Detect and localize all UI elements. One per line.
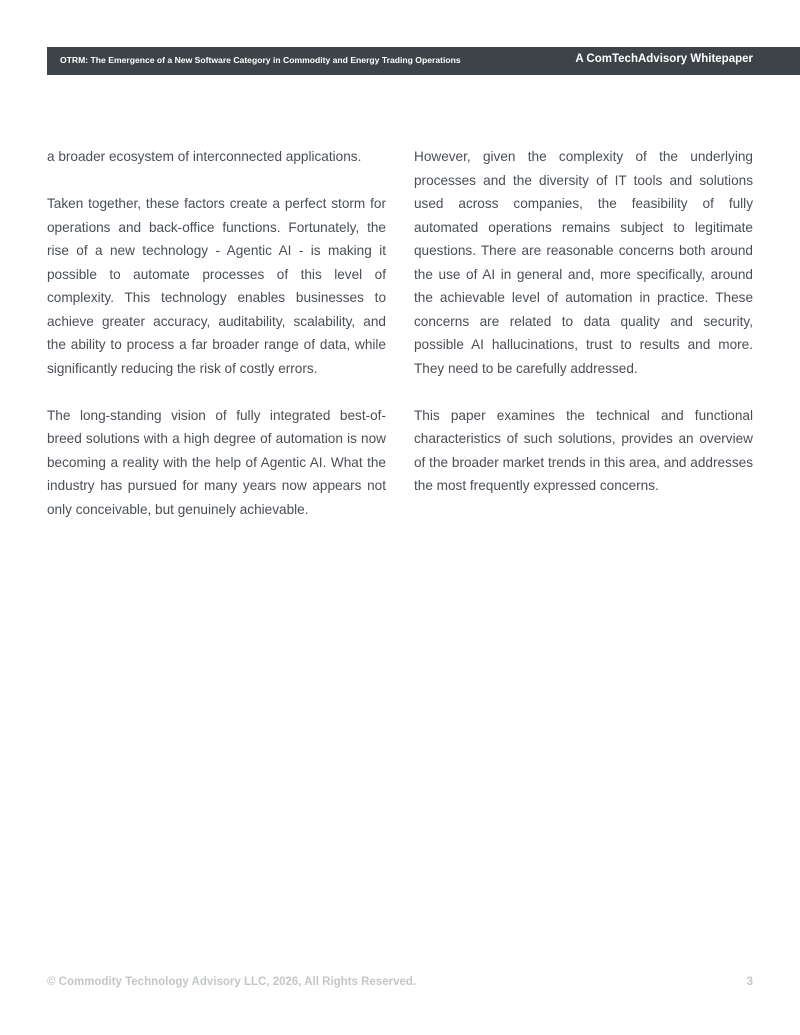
page-number: 3: [746, 976, 753, 988]
left-text-column: [47, 145, 386, 545]
paragraph: The long-standing vision of fully integrated best-of-breed solutions with a high degree of automation is now becoming a reality with the help of Agentic AI. What the industry has pursued for many years now appears not only conceivable, but genuinely achievable.: [47, 407, 386, 517]
paragraph: However, given the complexity of the underlying processes and the diversity of IT tools and solutions used across companies, the feasibility of fully automated operations remains subject to legitimate questions. There are reasonable concerns both around the use of AI in general and, more specifically, around the achievable level of automation in practice. These concerns are related to data quality and security, possible AI hallucinations, trust to results and more. They need to be carefully addressed.: [414, 149, 753, 376]
paragraph: a broader ecosystem of interconnected applications.: [47, 149, 362, 164]
page-header-bar: [47, 47, 800, 75]
whitepaper-series-label: A ComTechAdvisory Whitepaper: [575, 53, 753, 65]
paragraph: This paper examines the technical and functional characteristics of such solutions, provides an overview of the broader market trends in this area, and addresses the most frequently expressed concerns.: [414, 407, 753, 493]
copyright-notice: © Commodity Technology Advisory LLC, 2026, All Rights Reserved.: [47, 976, 417, 988]
right-text-column: [414, 145, 753, 521]
paragraph: Taken together, these factors create a perfect storm for operations and back-office functions. Fortunately, the rise of a new technology - Agentic AI - is making it possible to automate processes of this level of complexity. This technology enables businesses to achieve greater accuracy, auditability, scalability, and the ability to process a far broader range of data, while significantly reducing the risk of costly errors.: [47, 196, 386, 376]
document-title: OTRM: The Emergence of a New Software Category in Commodity and Energy Trading Operations: [60, 55, 461, 65]
